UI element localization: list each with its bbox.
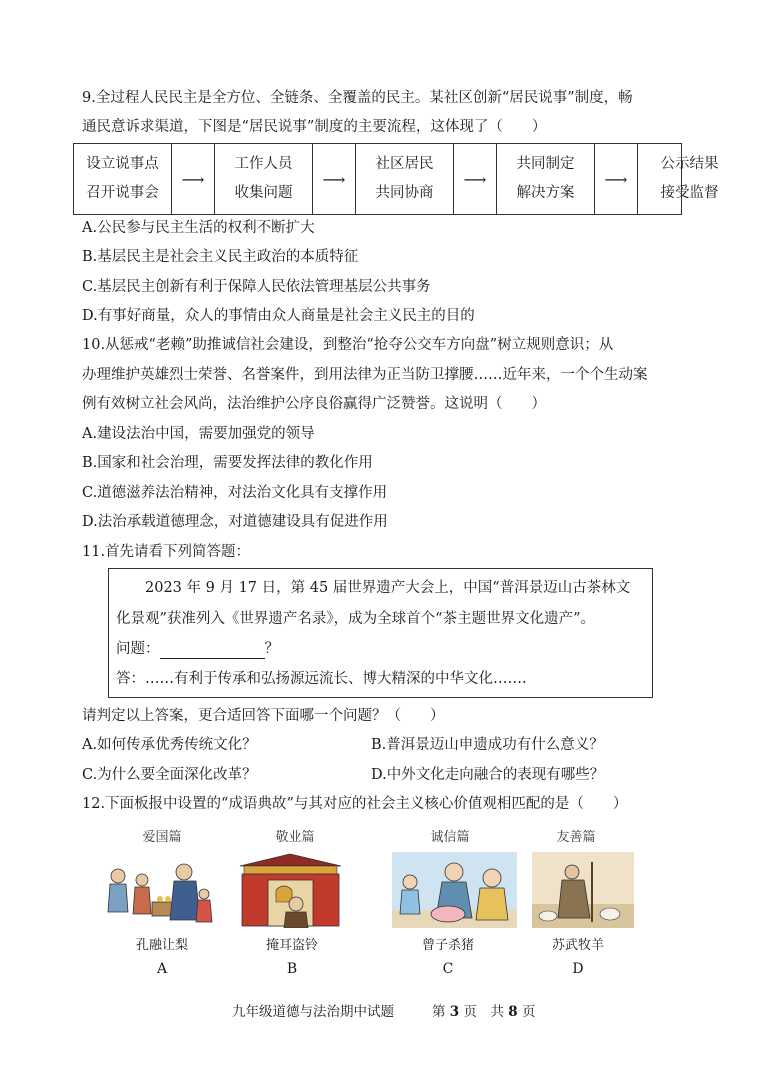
suwu-sheep-illustration xyxy=(532,852,634,928)
footer-page-mid: 页 共 xyxy=(463,1004,504,1020)
q11-option-d[interactable]: D.中外文化走向融合的表现有哪些？ xyxy=(371,767,605,783)
q12-panel-c-labels xyxy=(388,934,508,977)
panel-b-letter: B xyxy=(286,961,298,977)
flow-step-4-line1: 共同制定 xyxy=(516,156,575,172)
q12-panel-b-labels xyxy=(232,934,352,977)
flow-arrow-icon: ⟶ xyxy=(172,144,215,214)
flow-arrow-icon: ⟶ xyxy=(595,144,638,214)
panel-a-letter: A xyxy=(156,961,168,977)
q10-option-d[interactable]: D.法治承载道德理念，对道德建设具有促进作用 xyxy=(82,514,388,530)
panel-c-title: 诚信篇 xyxy=(430,830,470,845)
footer-page-prefix: 第 xyxy=(432,1004,446,1020)
q11-question-label: 问题： xyxy=(116,641,160,657)
panel-d-caption: 苏武牧羊 xyxy=(551,938,604,953)
flow-arrow-icon: ⟶ xyxy=(313,144,356,214)
kongrong-pears-illustration xyxy=(100,850,218,930)
panel-c-caption: 曾子杀猪 xyxy=(421,938,474,953)
bell-theft-illustration xyxy=(238,852,343,928)
q11-stem: 11.首先请看下列简答题： xyxy=(82,544,251,560)
q9-option-d[interactable]: D.有事好商量，众人的事情由众人商量是社会主义民主的目的 xyxy=(82,308,475,324)
q9-option-a[interactable]: A.公民参与民主生活的权利不断扩大 xyxy=(82,220,315,236)
q11-option-a[interactable]: A.如何传承优秀传统文化？ xyxy=(82,737,257,753)
panel-a-caption: 孔融让梨 xyxy=(135,938,188,953)
q9-option-c[interactable]: C.基层民主创新有利于保障人民依法管理基层公共事务 xyxy=(82,279,431,295)
q9-stem-line1: 9.全过程人民民主是全方位、全链条、全覆盖的民主。某社区创新“居民说事”制度，畅 xyxy=(82,90,633,106)
q12-panel-d-labels xyxy=(518,934,638,977)
q10-stem-line2: 办理维护英雄烈士荣誉、名誉案件，到用法律为正当防卫撑腰……近年来，一个个生动案 xyxy=(82,367,648,383)
flow-step-5-line1: 公示结果 xyxy=(660,156,719,172)
q11-box-answer: 答：……有利于传承和弘扬源远流长、博大精深的中华文化……. xyxy=(116,671,527,687)
panel-b-title: 敬业篇 xyxy=(275,830,315,845)
q10-stem-line1: 10.从惩戒“老赖”助推诚信社会建设，到整治“抢夺公交车方向盘”树立规则意识；从 xyxy=(82,337,614,353)
footer-exam-title: 九年级道德与法治期中试题 xyxy=(232,1004,394,1020)
flow-step-1 xyxy=(74,144,172,214)
flow-step-3 xyxy=(356,144,454,214)
q11-question-mark: ？ xyxy=(264,641,279,657)
flow-step-5 xyxy=(638,144,741,214)
flow-step-1-line2: 召开说事会 xyxy=(86,185,159,201)
q10-option-b[interactable]: B.国家和社会治理，需要发挥法律的教化作用 xyxy=(82,455,373,471)
flow-step-4-line2: 解决方案 xyxy=(516,185,575,201)
q11-box-question xyxy=(116,639,279,659)
q10-option-a[interactable]: A.建设法治中国，需要加强党的领导 xyxy=(82,426,315,442)
panel-b-caption: 掩耳盗铃 xyxy=(265,938,318,953)
zengzi-pig-illustration xyxy=(392,852,517,928)
flow-step-3-line1: 社区居民 xyxy=(375,156,434,172)
footer-page-total: 8 xyxy=(508,1004,518,1020)
q12-panel-c[interactable] xyxy=(400,826,500,845)
q12-stem: 12.下面板报中设置的“成语典故”与其对应的社会主义核心价值观相匹配的是（ ） xyxy=(82,796,628,812)
footer-page-number: 3 xyxy=(449,1004,460,1020)
q12-panel-a[interactable] xyxy=(112,826,212,845)
flow-step-2-line1: 工作人员 xyxy=(234,156,293,172)
flow-step-3-line2: 共同协商 xyxy=(375,185,434,201)
footer-page-info xyxy=(432,1000,536,1020)
flow-step-5-line2: 接受监督 xyxy=(660,185,719,201)
q11-option-b[interactable]: B.普洱景迈山申遗成功有什么意义？ xyxy=(371,737,604,753)
q11-box-line1: 2023 年 9 月 17 日，第 45 届世界遗产大会上，中国“普洱景迈山古茶林文 xyxy=(145,580,631,596)
q9-flowchart xyxy=(73,143,719,215)
panel-d-letter: D xyxy=(572,961,584,977)
flow-step-2 xyxy=(215,144,313,214)
q11-answer-blank[interactable] xyxy=(160,644,265,659)
panel-c-letter: C xyxy=(442,961,454,977)
q10-stem-line3: 例有效树立社会风尚，法治维护公序良俗赢得广泛赞誉。这说明（ ） xyxy=(82,396,546,412)
flow-step-4 xyxy=(497,144,595,214)
q11-box-line2: 化景观”获准列入《世界遗产名录》，成为全球首个“茶主题世界文化遗产”。 xyxy=(116,611,595,627)
panel-d-title: 友善篇 xyxy=(556,830,596,845)
q12-panel-b[interactable] xyxy=(245,826,345,845)
q9-option-b[interactable]: B.基层民主是社会主义民主政治的本质特征 xyxy=(82,249,359,265)
q11-option-c[interactable]: C.为什么要全面深化改革？ xyxy=(82,767,257,783)
q12-panel-d[interactable] xyxy=(526,826,626,845)
q10-option-c[interactable]: C.道德滋养法治精神，对法治文化具有支撑作用 xyxy=(82,485,388,501)
flow-step-2-line2: 收集问题 xyxy=(234,185,293,201)
panel-a-title: 爱国篇 xyxy=(142,830,182,845)
q11-prompt: 请判定以上答案，更合适回答下面哪一个问题？（ ） xyxy=(82,708,445,724)
flow-step-1-line1: 设立说事点 xyxy=(86,156,159,172)
q12-panel-a-labels xyxy=(102,934,222,977)
footer-page-suffix: 页 xyxy=(522,1004,536,1020)
q11-quote-box xyxy=(108,568,653,698)
q9-stem-line2: 通民意诉求渠道，下图是“居民说事”制度的主要流程，这体现了（ ） xyxy=(82,119,547,135)
flow-arrow-icon: ⟶ xyxy=(454,144,497,214)
